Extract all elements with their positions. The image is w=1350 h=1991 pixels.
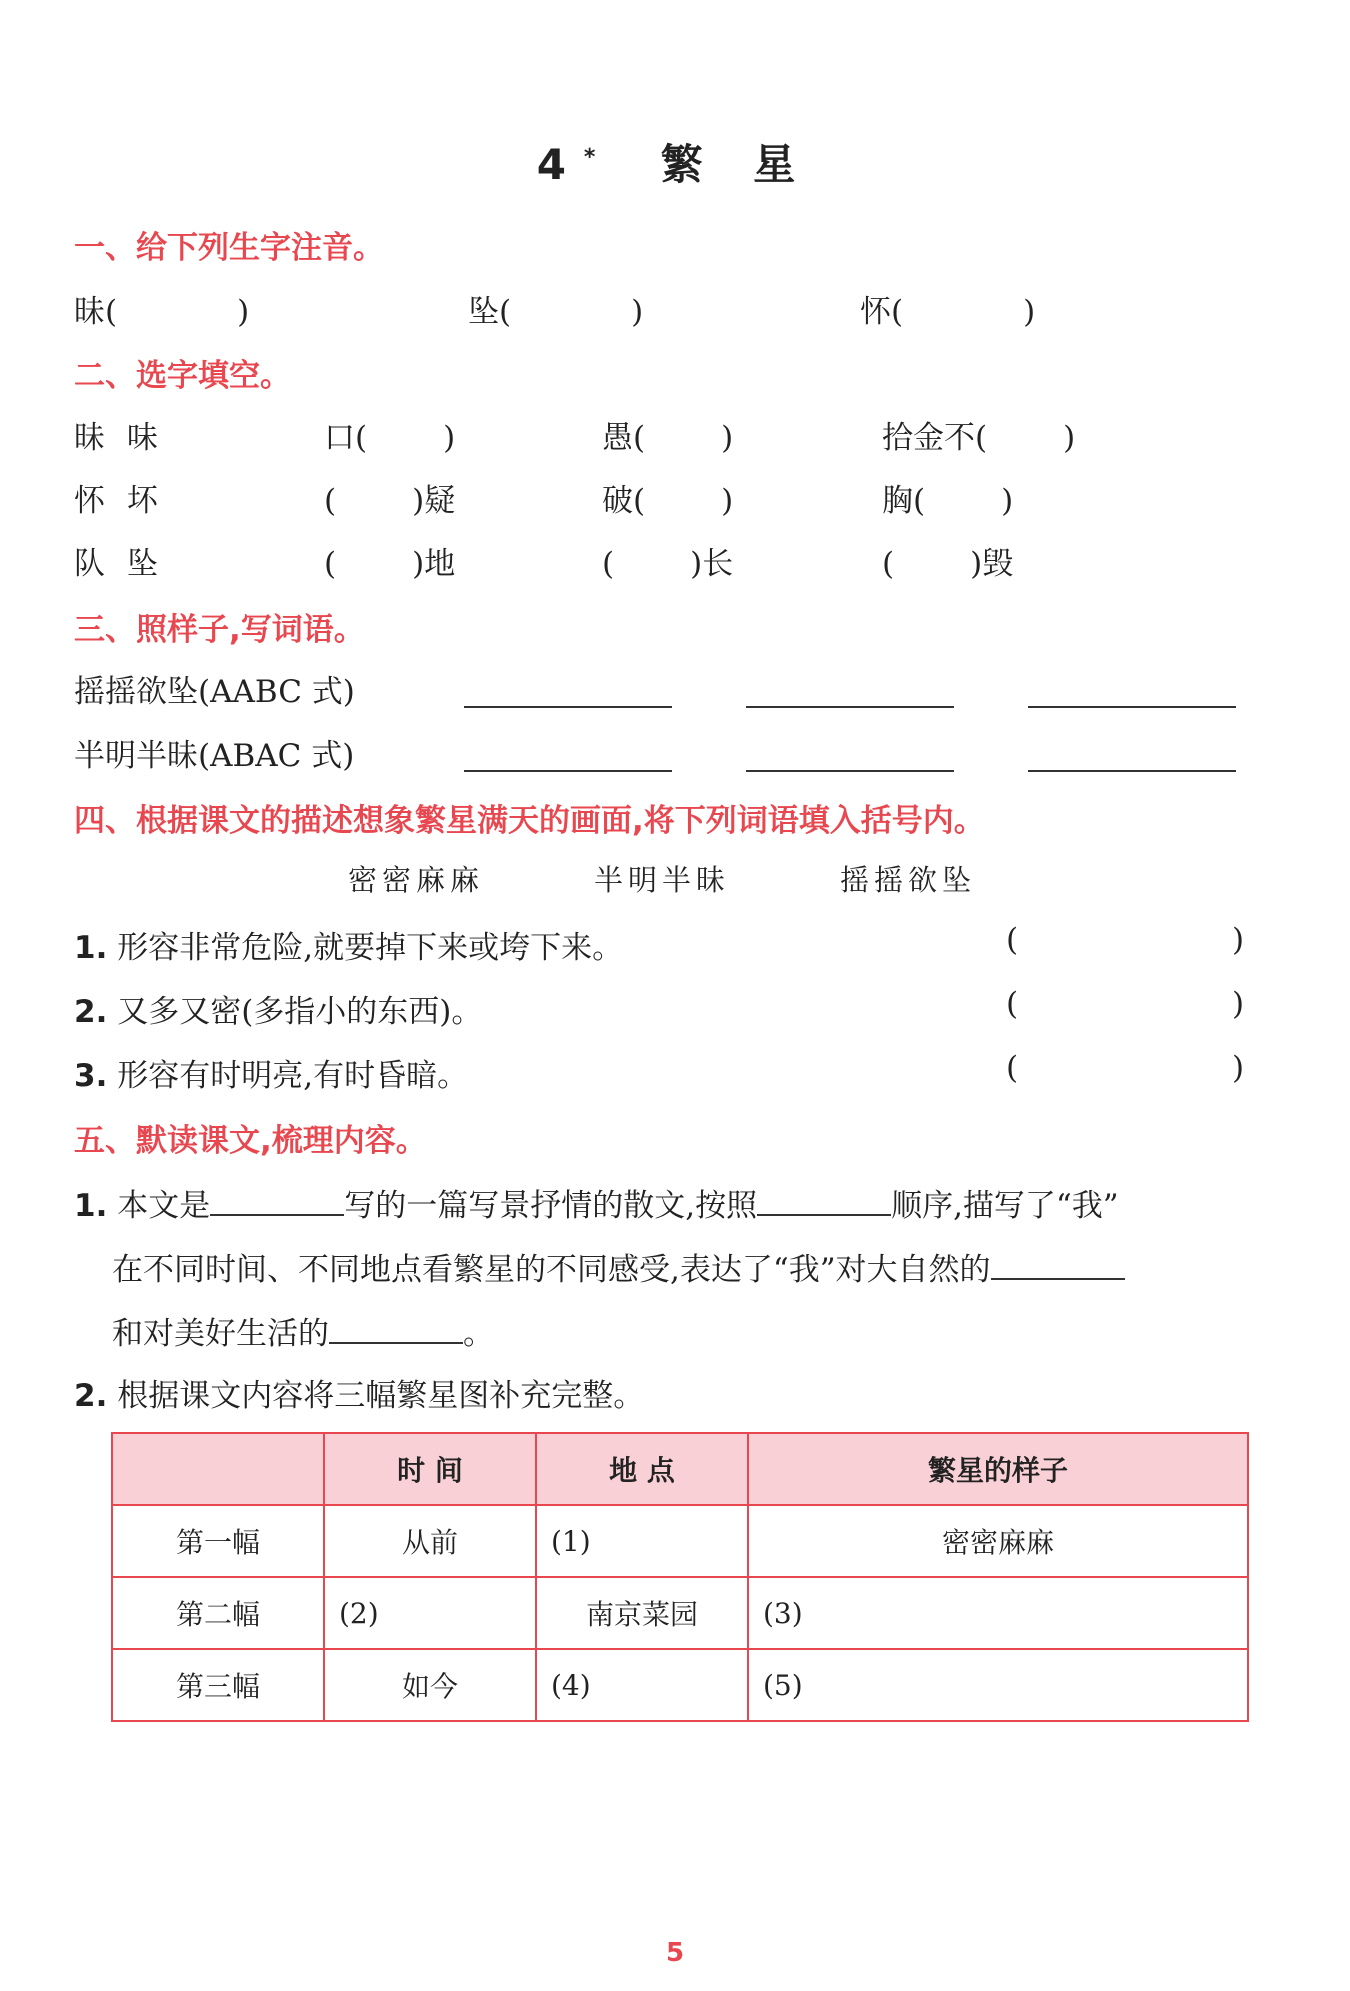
s3-answer-line[interactable] [464, 770, 672, 772]
star-table [111, 1432, 1249, 1722]
section-1-heading: 一、给下列生字注音。 [74, 230, 384, 266]
table-cell: 南京菜园 [536, 1577, 748, 1649]
table-header: 地 点 [536, 1433, 748, 1505]
s2-blank-2a: ( )疑 [324, 483, 456, 519]
s2-pair-2: 怀 坏 [74, 483, 164, 519]
page-number: 5 [665, 1938, 685, 1968]
table-cell: 第一幅 [112, 1505, 324, 1577]
table-cell: 从前 [324, 1505, 536, 1577]
s4-word-1: 密密麻麻 [348, 863, 485, 897]
table-row [112, 1649, 1248, 1721]
s3-pattern-1: 摇摇欲坠(AABC 式) [74, 674, 355, 710]
s5-q2: 2. 根据课文内容将三幅繁星图补充完整。 [74, 1378, 645, 1414]
s1-item-3: 怀( ) [860, 294, 1036, 330]
table-cell: 第三幅 [112, 1649, 324, 1721]
s4-word-3: 摇摇欲坠 [840, 863, 977, 897]
s3-pattern-2: 半明半昧(ABAC 式) [74, 738, 355, 774]
table-cell[interactable]: (5) [748, 1649, 1248, 1721]
table-cell: 如今 [324, 1649, 536, 1721]
lesson-number: 4 [536, 140, 584, 189]
table-cell[interactable]: (4) [536, 1649, 748, 1721]
table-header: 繁星的样子 [748, 1433, 1248, 1505]
table-header-row [112, 1433, 1248, 1505]
s2-blank-1a: 口( ) [324, 420, 456, 456]
s4-item-1: 1. 形容非常危险,就要掉下来或垮下来。 [74, 930, 624, 966]
s2-blank-2b: 破( ) [602, 483, 734, 519]
table-cell: 第二幅 [112, 1577, 324, 1649]
s4-open-paren: ( [1006, 986, 1019, 1022]
table-header [112, 1433, 324, 1505]
s4-item-3: 3. 形容有时明亮,有时昏暗。 [74, 1058, 469, 1094]
s1-item-2: 坠( ) [468, 294, 644, 330]
s4-close-paren: ) [1232, 1050, 1245, 1086]
table-header: 时 间 [324, 1433, 536, 1505]
table-cell[interactable]: (3) [748, 1577, 1248, 1649]
section-3-heading: 三、照样子,写词语。 [74, 612, 365, 648]
s2-blank-1c: 拾金不( ) [882, 420, 1076, 456]
s5-blank-life[interactable] [329, 1312, 463, 1344]
s2-blank-3b: ( )长 [602, 546, 734, 582]
section-4-heading: 四、根据课文的描述想象繁星满天的画面,将下列词语填入括号内。 [74, 803, 985, 839]
s4-open-paren: ( [1006, 1050, 1019, 1086]
s1-item-1: 昧( ) [74, 294, 250, 330]
table-row [112, 1577, 1248, 1649]
s3-answer-line[interactable] [746, 770, 954, 772]
s3-answer-line[interactable] [746, 706, 954, 708]
table-row [112, 1505, 1248, 1577]
section-5-heading: 五、默读课文,梳理内容。 [74, 1123, 427, 1159]
table-cell: 密密麻麻 [748, 1505, 1248, 1577]
s5-q1-line-1: 1. 本文是 写的一篇写景抒情的散文,按照 顺序,描写了“我” [74, 1180, 1119, 1225]
s4-item-2: 2. 又多又密(多指小的东西)。 [74, 994, 483, 1030]
section-2-heading: 二、选字填空。 [74, 358, 291, 394]
s5-q1-line-3: 和对美好生活的 。 [112, 1308, 494, 1353]
s2-blank-1b: 愚( ) [602, 420, 734, 456]
s4-close-paren: ) [1232, 986, 1245, 1022]
s2-blank-2c: 胸( ) [882, 483, 1014, 519]
page-title [0, 132, 1350, 192]
s2-pair-1: 昧 味 [74, 420, 164, 456]
s2-pair-3: 队 坠 [74, 546, 164, 582]
s5-blank-order[interactable] [757, 1184, 891, 1216]
s5-blank-author[interactable] [210, 1184, 344, 1216]
s4-close-paren: ) [1232, 922, 1245, 958]
s5-q1-line-2: 在不同时间、不同地点看繁星的不同感受,表达了“我”对大自然的 [112, 1244, 1125, 1289]
s5-blank-feeling[interactable] [991, 1248, 1125, 1280]
s2-blank-3c: ( )毁 [882, 546, 1014, 582]
s3-answer-line[interactable] [464, 706, 672, 708]
lesson-mark: * [583, 145, 596, 170]
table-cell[interactable]: (1) [536, 1505, 748, 1577]
s2-blank-3a: ( )地 [324, 546, 456, 582]
s3-answer-line[interactable] [1028, 706, 1236, 708]
s3-answer-line[interactable] [1028, 770, 1236, 772]
lesson-title: 繁 星 [660, 140, 814, 189]
s4-open-paren: ( [1006, 922, 1019, 958]
s4-word-2: 半明半昧 [594, 863, 731, 897]
table-cell[interactable]: (2) [324, 1577, 536, 1649]
